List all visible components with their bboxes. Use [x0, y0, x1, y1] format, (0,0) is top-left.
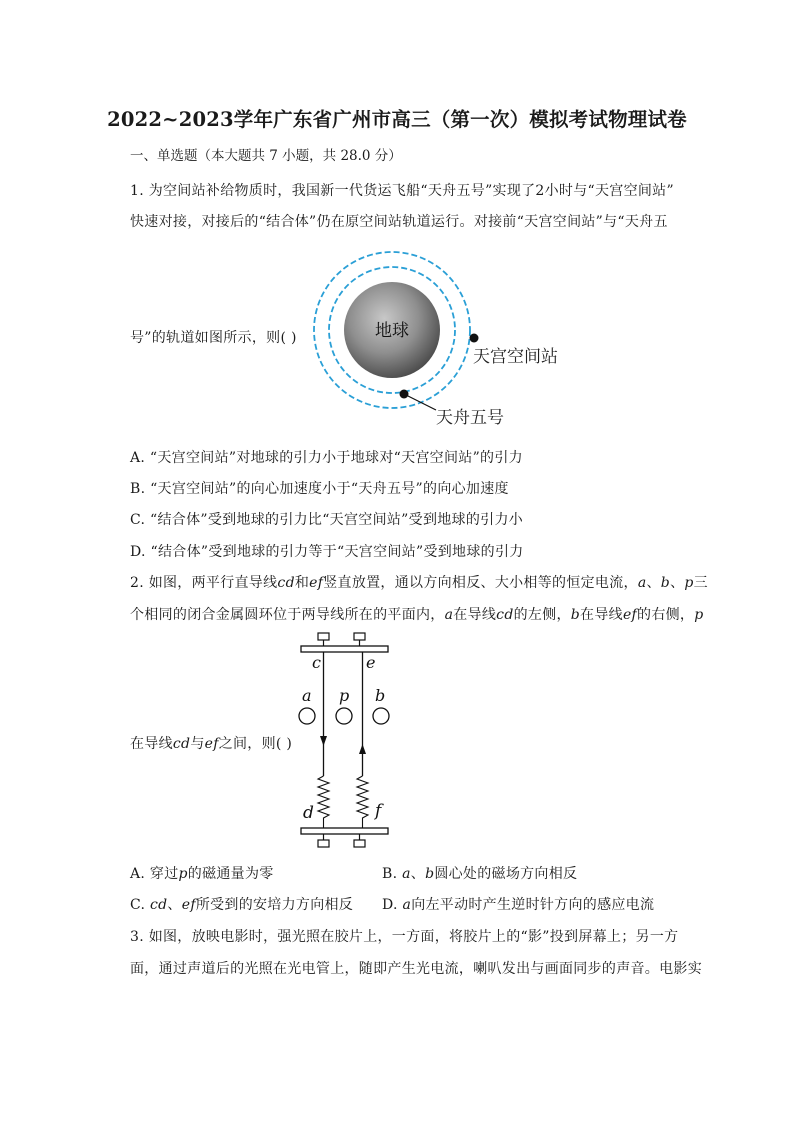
current-down-arrow [320, 736, 327, 746]
q2-line-3: 在导线cd与ef之间，则( ) [130, 736, 293, 752]
label-d: d [303, 803, 314, 823]
q2-option-b: B. a、b圆心处的磁场方向相反 [382, 866, 578, 882]
q1-option-d: D. “结合体”受到地球的引力等于“天宫空间站”受到地球的引力 [130, 544, 524, 560]
ring-p [336, 708, 352, 724]
station-label: 天宫空间站 [473, 347, 558, 367]
ship-label: 天舟五号 [436, 408, 504, 428]
q2-option-d: D. a向左平动时产生逆时针方向的感应电流 [382, 897, 655, 913]
label-a: a [302, 686, 312, 705]
q2-option-a: A. 穿过p的磁通量为零 [130, 866, 274, 882]
label-b: b [375, 686, 386, 705]
q2-line-1: 2. 如图，两平行直导线cd和ef竖直放置，通以方向相反、大小相等的恒定电流，a、b、p三 [130, 575, 708, 591]
q1-option-c: C. “结合体”受到地球的引力比“天宫空间站”受到地球的引力小 [130, 512, 524, 528]
label-c: c [312, 653, 321, 672]
q2-option-c: C. cd、ef所受到的安培力方向相反 [130, 897, 354, 913]
q1-option-b: B. “天宫空间站”的向心加速度小于“天舟五号”的向心加速度 [130, 481, 509, 497]
ship-pointer [404, 394, 436, 410]
label-p: p [339, 686, 350, 705]
q2-line-2: 个相同的闭合金属圆环位于两导线所在的平面内，a在导线cd的左侧，b在导线ef的右侧，p [130, 607, 704, 623]
q1-option-a: A. “天宫空间站”对地球的引力小于地球对“天宫空间站”的引力 [130, 450, 523, 466]
orbit-figure [300, 248, 580, 433]
q1-line-1: 1. 为空间站补给物质时，我国新一代货运飞船“天舟五号”实现了2小时与“天宫空间站” [130, 183, 674, 199]
ring-a [299, 708, 315, 724]
spring-f [357, 776, 368, 828]
label-e: e [366, 653, 376, 672]
q3-line-1: 3. 如图，放映电影时，强光照在胶片上，一方面，将胶片上的“影”投到屏幕上；另一方 [130, 929, 679, 945]
q1-line-2: 快速对接，对接后的“结合体”仍在原空间站轨道运行。对接前“天宫空间站”与“天舟五 [130, 214, 668, 230]
wires-figure [296, 630, 396, 852]
station-dot [470, 334, 479, 343]
section-heading: 一、单选题（本大题共 7 小题，共 28.0 分） [130, 148, 402, 164]
earth-label: 地球 [375, 321, 409, 341]
label-f: f [375, 801, 382, 821]
q3-line-2: 面，通过声道后的光照在光电管上，随即产生光电流，喇叭发出与画面同步的声音。电影实 [130, 961, 702, 977]
top-rail [301, 646, 388, 652]
current-up-arrow [359, 744, 366, 754]
q1-line-3: 号”的轨道如图所示，则( ) [130, 330, 297, 346]
bottom-rail [301, 828, 388, 834]
ring-b [373, 708, 389, 724]
page-title: 2022~2023学年广东省广州市高三（第一次）模拟考试物理试卷 [107, 108, 687, 131]
spring-d [318, 776, 329, 828]
